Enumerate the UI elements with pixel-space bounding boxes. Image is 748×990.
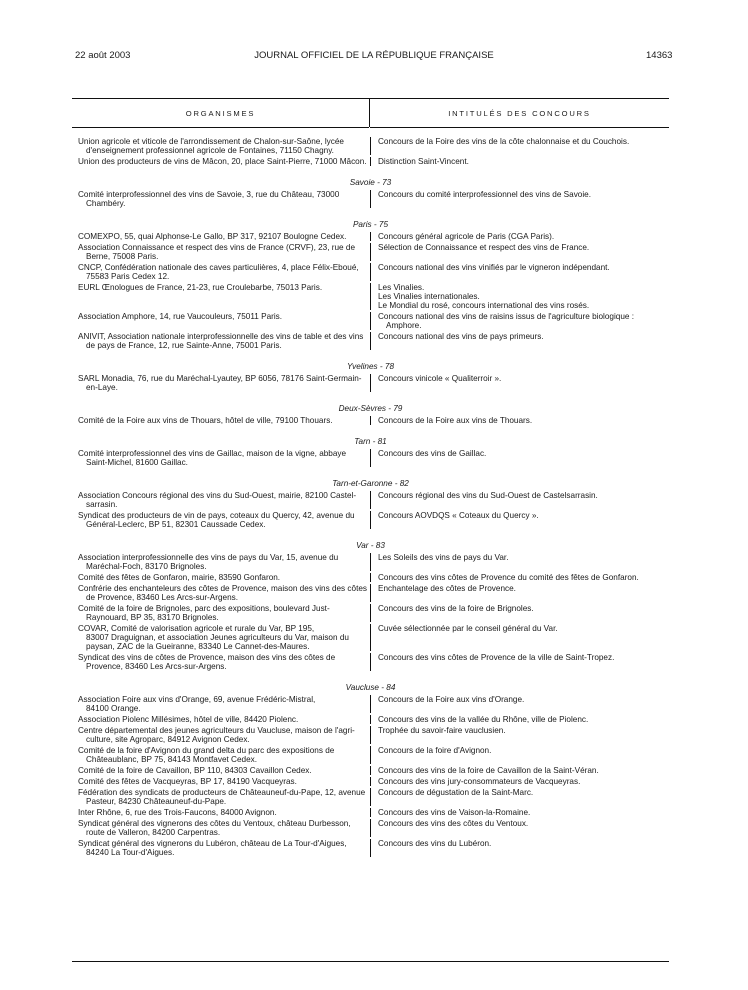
table-row [72, 332, 669, 350]
concours-cell [378, 157, 667, 166]
concours-cell [378, 243, 667, 252]
table-row [72, 819, 669, 837]
row-divider [370, 604, 371, 622]
table-row [72, 715, 669, 724]
concours-cell [378, 491, 667, 500]
concours-text: Concours national des vins vinifiés par le vigneron indépendant. [378, 263, 610, 272]
organisme-text: Général-Leclerc, BP 51, 82301 Caussade Cedex. [86, 520, 266, 529]
organisme-text: COMEXPO, 55, quai Alphonse-Le Gallo, BP 317, 92107 Boulogne Cedex. [78, 232, 347, 241]
concours-cell [378, 573, 667, 582]
row-divider [370, 624, 371, 651]
row-divider [370, 312, 371, 330]
organisme-text: Syndicat des producteurs de vin de pays, coteaux du Quercy, 42, avenue du [78, 511, 355, 520]
organisme-text: Comité interprofessionnel des vins de Savoie, 3, rue du Château, 73000 [78, 190, 340, 199]
concours-cell [378, 553, 667, 562]
row-divider [370, 232, 371, 241]
concours-text: Concours de dégustation de la Saint-Marc. [378, 788, 534, 797]
organisme-cell [78, 232, 368, 241]
organisme-text: de pays de France, 12, rue Sainte-Anne, 75001 Paris. [86, 341, 282, 350]
organisme-text: en-Laye. [86, 383, 118, 392]
concours-cell [378, 604, 667, 613]
concours-text: Trophée du savoir-faire vauclusien. [378, 726, 506, 735]
concours-text: Les Soleils des vins de pays du Var. [378, 553, 509, 562]
organisme-text: Association Connaissance et respect des vins de France (CRVF), 23, rue de [78, 243, 355, 252]
table-row [72, 374, 669, 392]
department-heading: Deux-Sèvres - 79 [338, 404, 403, 413]
row-divider [370, 777, 371, 786]
row-divider [370, 695, 371, 713]
organisme-cell [78, 491, 368, 509]
row-divider [370, 491, 371, 509]
organisme-cell [78, 157, 368, 166]
concours-text: Concours de la Foire aux vins de Thouars. [378, 416, 533, 425]
organisme-text: Maréchal-Foch, 83170 Brignoles. [86, 562, 207, 571]
concours-cell [378, 263, 667, 272]
row-divider [370, 263, 371, 281]
organisme-cell [78, 624, 368, 651]
concours-cell [378, 232, 667, 241]
concours-cell [378, 374, 667, 383]
organisme-text: route de Valleron, 84200 Carpentras. [86, 828, 221, 837]
row-divider [370, 553, 371, 571]
organisme-text: Berne, 75008 Paris. [86, 252, 159, 261]
organisme-cell [78, 584, 368, 602]
table-row [72, 695, 669, 713]
concours-cell [378, 511, 667, 520]
row-divider [370, 243, 371, 261]
organisme-text: Syndicat général des vignerons du Lubéron, château de La Tour-d'Aigues, [78, 839, 347, 848]
table-row [72, 746, 669, 764]
concours-cell [378, 808, 667, 817]
concours-cell [378, 584, 667, 593]
concours-text: Concours national des vins de raisins issus de l'agriculture biologique : [378, 312, 634, 321]
department-heading: Tarn - 81 [354, 437, 387, 446]
row-divider [370, 511, 371, 529]
organisme-cell [78, 766, 368, 775]
table-row [72, 766, 669, 775]
organisme-text: Union des producteurs de vins de Mâcon, 20, place Saint-Pierre, 71000 Mâcon. [78, 157, 367, 166]
organisme-text: Provence, 83460 Les Arcs-sur-Argens. [86, 662, 227, 671]
organisme-cell [78, 416, 368, 425]
department-heading: Tarn-et-Garonne - 82 [332, 479, 409, 488]
concours-text: Concours du comité interprofessionnel des vins de Savoie. [378, 190, 591, 199]
organisme-cell [78, 653, 368, 671]
journal-title: JOURNAL OFFICIEL DE LA RÉPUBLIQUE FRANÇAISE [254, 50, 494, 61]
department-heading: Paris - 75 [352, 220, 389, 229]
concours-cell [378, 283, 667, 310]
organisme-text: Châteaublanc, BP 75, 84143 Montfavet Cedex. [86, 755, 257, 764]
concours-cell [378, 416, 667, 425]
table-row [72, 624, 669, 651]
concours-text: Concours des vins côtes de Provence du comité des fêtes de Gonfaron. [378, 573, 639, 582]
organisme-text: Confrérie des enchanteleurs des côtes de Provence, maison des vins des côtes [78, 584, 367, 593]
organisme-text: 84100 Orange. [86, 704, 141, 713]
organisme-text: SARL Monadia, 76, rue du Maréchal-Lyautey, BP 6056, 78176 Saint-Germain- [78, 374, 362, 383]
row-divider [370, 573, 371, 582]
organisme-text: paysan, ZAC de la Gueiranne, 83340 Le Cannet-des-Maures. [86, 642, 310, 651]
concours-text: Enchantelage des côtes de Provence. [378, 584, 516, 593]
organisme-cell [78, 137, 368, 155]
concours-text: Les Vinalies. [378, 283, 425, 292]
row-divider [370, 584, 371, 602]
table-row [72, 312, 669, 330]
table-row [72, 416, 669, 425]
concours-cell [378, 726, 667, 735]
concours-text: Concours national des vins de pays primeurs. [378, 332, 544, 341]
concours-text: Concours vinicole « Qualiterroir ». [378, 374, 502, 383]
organisme-cell [78, 312, 368, 321]
department-heading: Yvelines - 78 [346, 362, 395, 371]
row-divider [370, 819, 371, 837]
organisme-text: Association Amphore, 14, rue Vaucouleurs, 75011 Paris. [78, 312, 283, 321]
organisme-cell [78, 263, 368, 281]
organisme-text: Comité de la foire de Cavaillon, BP 110, 84303 Cavaillon Cedex. [78, 766, 312, 775]
table-row [72, 137, 669, 155]
organisme-text: d'enseignement professionnel agricole de Fontaines, 71150 Chagny. [86, 146, 334, 155]
concours-cell [378, 137, 667, 146]
organisme-text: Union agricole et viticole de l'arrondissement de Chalon-sur-Saône, lycée [78, 137, 344, 146]
concours-text: Distinction Saint-Vincent. [378, 157, 469, 166]
concours-text: Concours des vins du Lubéron. [378, 839, 492, 848]
concours-cell [378, 449, 667, 458]
page-header [0, 50, 748, 64]
concours-text: Concours de la Foire aux vins d'Orange. [378, 695, 525, 704]
table-row [72, 243, 669, 261]
concours-cell [378, 788, 667, 797]
concours-cell [378, 624, 667, 633]
organisme-text: Syndicat des vins de côtes de Provence, maison des vins des côtes de [78, 653, 336, 662]
page-number: 14363 [646, 50, 673, 61]
concours-text: Concours des vins de Vaison-la-Romaine. [378, 808, 531, 817]
organisme-cell [78, 746, 368, 764]
organisme-text: COVAR, Comité de valorisation agricole et rurale du Var, BP 195, [78, 624, 315, 633]
row-divider [370, 190, 371, 208]
table-row [72, 190, 669, 208]
row-divider [370, 746, 371, 764]
concours-text: Concours des vins des côtes du Ventoux. [378, 819, 529, 828]
table-row [72, 777, 669, 786]
row-divider [370, 332, 371, 350]
concours-text: Cuvée sélectionnée par le conseil général du Var. [378, 624, 558, 633]
row-divider [370, 808, 371, 817]
organisme-text: Fédération des syndicats de producteurs de Châteauneuf-du-Pape, 12, avenue [78, 788, 366, 797]
department-heading: Vaucluse - 84 [345, 683, 396, 692]
concours-text: Concours général agricole de Paris (CGA Paris). [378, 232, 555, 241]
row-divider [370, 374, 371, 392]
concours-text: Amphore. [386, 321, 422, 330]
organisme-text: Comité des fêtes de Vacqueyras, BP 17, 84190 Vacqueyras. [78, 777, 297, 786]
organisme-cell [78, 726, 368, 744]
concours-cell [378, 332, 667, 341]
organisme-text: sarrasin. [86, 500, 118, 509]
concours-text: Concours régional des vins du Sud-Ouest de Castelsarrasin. [378, 491, 598, 500]
concours-cell [378, 695, 667, 704]
table-row [72, 808, 669, 817]
organisme-text: 75583 Paris Cedex 12. [86, 272, 170, 281]
concours-table [72, 98, 669, 962]
concours-cell [378, 819, 667, 828]
organisme-cell [78, 573, 368, 582]
row-divider [370, 839, 371, 857]
row-divider [370, 726, 371, 744]
organisme-cell [78, 839, 368, 857]
table-row [72, 653, 669, 671]
organisme-cell [78, 374, 368, 392]
organisme-text: culture, site Agroparc, 84912 Avignon Cedex. [86, 735, 250, 744]
organisme-text: Saint-Michel, 81600 Gaillac. [86, 458, 188, 467]
concours-text: Concours de la foire d'Avignon. [378, 746, 492, 755]
organisme-text: de Provence, 83460 Les Arcs-sur-Argens. [86, 593, 239, 602]
organisme-cell [78, 190, 368, 208]
table-row [72, 573, 669, 582]
concours-text: Concours AOVDQS « Coteaux du Quercy ». [378, 511, 539, 520]
header-date: 22 août 2003 [75, 50, 131, 61]
concours-text: Concours des vins côtes de Provence de la ville de Saint-Tropez. [378, 653, 615, 662]
organisme-cell [78, 808, 368, 817]
organisme-text: Association Piolenc Millésimes, hôtel de ville, 84420 Piolenc. [78, 715, 299, 724]
table-row [72, 449, 669, 467]
organisme-text: Association Concours régional des vins du Sud-Ouest, mairie, 82100 Castel- [78, 491, 357, 500]
organisme-cell [78, 715, 368, 724]
table-row [72, 604, 669, 622]
department-heading: Var - 83 [356, 541, 385, 550]
concours-cell [378, 715, 667, 724]
row-divider [370, 653, 371, 671]
row-divider [370, 283, 371, 310]
organisme-cell [78, 604, 368, 622]
organisme-text: Pasteur, 84230 Châteauneuf-du-Pape. [86, 797, 227, 806]
table-row [72, 726, 669, 744]
organisme-cell [78, 332, 368, 350]
concours-cell [378, 746, 667, 755]
organisme-text: Raynouard, BP 35, 83170 Brignoles. [86, 613, 219, 622]
concours-cell [378, 653, 667, 662]
organisme-text: Comité de la foire d'Avignon du grand delta du parc des expositions de [78, 746, 335, 755]
organisme-cell [78, 283, 368, 292]
organisme-cell [78, 695, 368, 713]
concours-text: Concours des vins jury-consommateurs de Vacqueyras. [378, 777, 581, 786]
organisme-text: CNCP, Confédération nationale des caves particulières, 4, place Félix-Eboué, [78, 263, 359, 272]
concours-text: Concours de la Foire des vins de la côte chalonnaise et du Couchois. [378, 137, 630, 146]
concours-text: Concours des vins de Gaillac. [378, 449, 487, 458]
concours-cell [378, 766, 667, 775]
row-divider [370, 157, 371, 166]
table-row [72, 283, 669, 310]
organisme-cell [78, 788, 368, 806]
table-row [72, 839, 669, 857]
table-row [72, 553, 669, 571]
table-row [72, 232, 669, 241]
organisme-cell [78, 819, 368, 837]
column-header-intitules: INTITULÉS DES CONCOURS [370, 99, 669, 128]
organisme-cell [78, 449, 368, 467]
row-divider [370, 416, 371, 425]
row-divider [370, 715, 371, 724]
organisme-text: Centre départemental des jeunes agriculteurs du Vaucluse, maison de l'agri- [78, 726, 355, 735]
concours-cell [378, 839, 667, 848]
concours-cell [378, 190, 667, 199]
organisme-text: Comité de la foire de Brignoles, parc des expositions, boulevard Just- [78, 604, 330, 613]
organisme-text: Comité de la Foire aux vins de Thouars, hôtel de ville, 79100 Thouars. [78, 416, 333, 425]
concours-text: Concours des vins de la foire de Cavaillon de la Saint-Véran. [378, 766, 599, 775]
organisme-text: EURL Œnologues de France, 21-23, rue Croulebarbe, 75013 Paris. [78, 283, 323, 292]
table-row [72, 263, 669, 281]
row-divider [370, 788, 371, 806]
organisme-cell [78, 511, 368, 529]
concours-cell [378, 777, 667, 786]
organisme-text: Association interprofessionnelle des vins de pays du Var, 15, avenue du [78, 553, 339, 562]
concours-cell [378, 312, 667, 330]
concours-text: Concours des vins de la foire de Brignoles. [378, 604, 534, 613]
organisme-text: Chambéry. [86, 199, 126, 208]
concours-text: Concours des vins de la vallée du Rhône, ville de Piolenc. [378, 715, 589, 724]
column-header-organismes: ORGANISMES [72, 99, 369, 128]
table-row [72, 491, 669, 509]
organisme-text: Association Foire aux vins d'Orange, 69, avenue Frédéric-Mistral, [78, 695, 316, 704]
organisme-text: 83007 Draguignan, et association Jeunes agriculteurs du Var, maison du [86, 633, 349, 642]
table-row [72, 584, 669, 602]
organisme-text: Comité des fêtes de Gonfaron, mairie, 83590 Gonfaron. [78, 573, 281, 582]
organisme-cell [78, 777, 368, 786]
concours-text: Les Vinalies internationales. [378, 292, 480, 301]
department-heading: Savoie - 73 [349, 178, 392, 187]
organisme-cell [78, 553, 368, 571]
table-row [72, 511, 669, 529]
concours-text: Le Mondial du rosé, concours international des vins rosés. [378, 301, 590, 310]
table-row [72, 788, 669, 806]
organisme-text: Syndicat général des vignerons des côtes du Ventoux, château Durbesson, [78, 819, 351, 828]
organisme-text: Comité interprofessionnel des vins de Gaillac, maison de la vigne, abbaye [78, 449, 347, 458]
table-row [72, 157, 669, 166]
row-divider [370, 449, 371, 467]
row-divider [370, 766, 371, 775]
organisme-text: 84240 La Tour-d'Aigues. [86, 848, 175, 857]
organisme-text: ANIVIT, Association nationale interprofessionnelle des vins de table et des vins [78, 332, 364, 341]
organisme-text: Inter Rhône, 6, rue des Trois-Faucons, 84000 Avignon. [78, 808, 277, 817]
row-divider [370, 137, 371, 155]
concours-text: Sélection de Connaissance et respect des vins de France. [378, 243, 590, 252]
organisme-cell [78, 243, 368, 261]
